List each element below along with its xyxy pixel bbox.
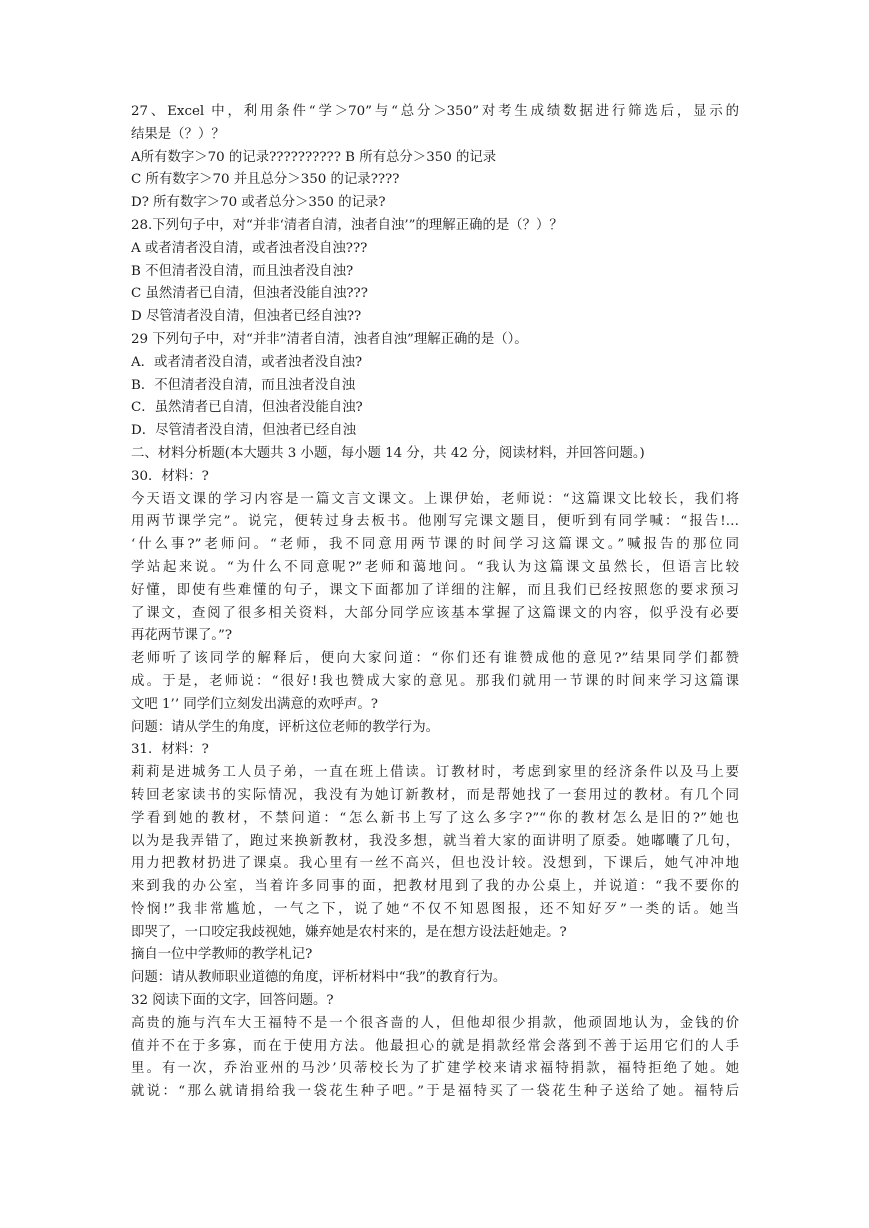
paragraph-line: 好懂，即使有些难懂的句子，课文下面都加了详细的注解，而且我们已经按照您的要求预习 <box>131 582 739 598</box>
paragraph-line: 文吧 1’’ 同学们立刻发出满意的欢呼声。? <box>131 696 378 712</box>
paragraph-line: 今天语文课的学习内容是一篇文言文课文。上课伊始，老师说：“这篇课文比较长，我们将 <box>131 491 739 507</box>
question-31-paragraph <box>131 762 739 944</box>
question-29-option-b: B．不但清者没自清，而且浊者没自浊 <box>131 377 356 393</box>
question-29-option-d: D．尽管清者没自清，但浊者已经自浊 <box>131 423 356 439</box>
question-32-paragraph <box>131 1013 739 1104</box>
question-27-option-c: C 所有数字＞70 并且总分＞350 的记录???? <box>131 172 400 188</box>
question-31-label: 31．材料：? <box>131 742 209 758</box>
paragraph-line: 老师听了该同学的解释后，便向大家问道：“你们还有谁赞成他的意见?”结果同学们都赞 <box>131 651 739 667</box>
paragraph-line: ‘什么事?”老师问。“老师，我不同意用两节课的时间学习这篇课文。”喊报告的那位同 <box>131 537 739 553</box>
paragraph-line: 莉莉是进城务工人员子弟，一直在班上借读。订教材时，考虑到家里的经济条件以及马上要 <box>131 765 739 781</box>
question-29-stem: 29 下列句子中，对“并非”清者自清，浊者自浊”理解正确的是（）。 <box>131 331 528 347</box>
question-31-source: 摘自一位中学教师的教学札记? <box>131 947 313 963</box>
paragraph-line: 学看到她的教材，不禁问道：“怎么新书上写了这么多字?”“你的教材怎么是旧的?”她也 <box>131 810 739 826</box>
question-27-option-d: D? 所有数字＞70 或者总分＞350 的记录? <box>131 195 386 211</box>
paragraph-line: 再花两节课了。”? <box>131 628 233 644</box>
section-2-heading: 二、材料分析题(本大题共 3 小题，每小题 14 分，共 42 分，阅读材料，并回答问题。) <box>131 445 645 461</box>
question-27-stem-line-2: 结果是（？）？ <box>131 126 225 142</box>
question-27-stem-line-1: 27、Excel 中，利用条件“学＞70”与“总分＞350”对考生成绩数据进行筛选后，显示的 <box>131 104 739 119</box>
question-30-prompt: 问题：请从学生的角度，评析这位老师的教学行为。 <box>131 719 439 735</box>
question-28-option-c: C 虽然清者已自清，但浊者没能自浊??? <box>131 286 368 302</box>
paragraph-line: 值并不在于多寡，而在于使用方法。他最担心的就是捐款经常会落到不善于运用它们的人手 <box>131 1038 739 1054</box>
paragraph-line: 转回老家读书的实际情况，我没有为她订新教材，而是帮她找了一套用过的教材。有几个同 <box>131 787 739 803</box>
paragraph-line: 来到我的办公室，当着许多同事的面，把教材甩到了我的办公桌上，并说道：“我不要你的 <box>131 879 739 895</box>
question-31-prompt: 问题：请从教师职业道德的角度，评析材料中“我”的教育行为。 <box>131 970 507 986</box>
question-28-stem: 28.下列句子中，对“并非‘清者自清，浊者自浊’”的理解正确的是（？）？ <box>131 217 563 233</box>
question-28-option-a: A 或者清者没自清，或者浊者没自浊??? <box>131 240 368 256</box>
paragraph-line: 里。有一次，乔治亚州的马沙’贝蒂校长为了扩建学校来请求福特捐款，福特拒绝了她。她 <box>131 1061 739 1077</box>
question-27-option-ab: A所有数字＞70 的记录?????????? B 所有总分＞350 的记录 <box>131 149 497 165</box>
paragraph-line: 用两节课学完”。说完，便转过身去板书。他刚写完课文题目，便听到有同学喊：“报告!… <box>131 514 739 530</box>
paragraph-line: 就说：“那么就请捐给我一袋花生种子吧。”于是福特买了一袋花生种子送给了她。福特后 <box>131 1084 739 1100</box>
paragraph-line: 怜悯!”我非常尴尬，一气之下，说了她“不仅不知恩图报，还不知好歹”一类的话。她当 <box>131 901 739 917</box>
question-32-stem: 32 阅读下面的文字，回答问题。? <box>131 993 334 1009</box>
paragraph-line: 用力把教材扔进了课桌。我心里有一丝不高兴，但也没计较。没想到，下课后，她气冲冲地 <box>131 856 739 872</box>
paragraph-line: 学站起来说。“为什么不同意呢?”老师和蔼地问。“我认为这篇课文虽然长，但语言比较 <box>131 559 739 575</box>
paragraph-line: 以为是我弄错了，跑过来换新教材，我没多想，就当着大家的面讲明了原委。她嘟囔了几句， <box>131 833 739 849</box>
question-30-label: 30．材料：? <box>131 468 209 484</box>
question-29-option-c: C．虽然清者已自清，但浊者没能自浊? <box>131 400 363 416</box>
question-27 <box>131 101 739 147</box>
paragraph-line: 高贵的施与汽车大王福特不是一个很吝啬的人，但他却很少捐款，他顽固地认为，金钱的价 <box>131 1015 739 1031</box>
question-30-paragraph-2 <box>131 648 739 716</box>
question-28-option-d: D 尽管清者没自清，但浊者已经自浊?? <box>131 309 362 325</box>
question-29-option-a: A．或者清者没自清，或者浊者没自浊? <box>131 354 363 370</box>
paragraph-line: 了课文，查阅了很多相关资料，大部分同学应该基本掌握了这篇课文的内容，似乎没有必要 <box>131 605 739 621</box>
paragraph-line: 成。于是，老师说：“很好!我也赞成大家的意见。那我们就用一节课的时间来学习这篇课 <box>131 673 739 689</box>
question-30-paragraph-1 <box>131 489 739 649</box>
document-page <box>131 101 739 1104</box>
paragraph-line: 即哭了，一口咬定我歧视她，嫌弃她是农村来的，是在想方设法赶她走。? <box>131 924 567 940</box>
question-28-option-b: B 不但清者没自清，而且浊者没自浊? <box>131 263 354 279</box>
